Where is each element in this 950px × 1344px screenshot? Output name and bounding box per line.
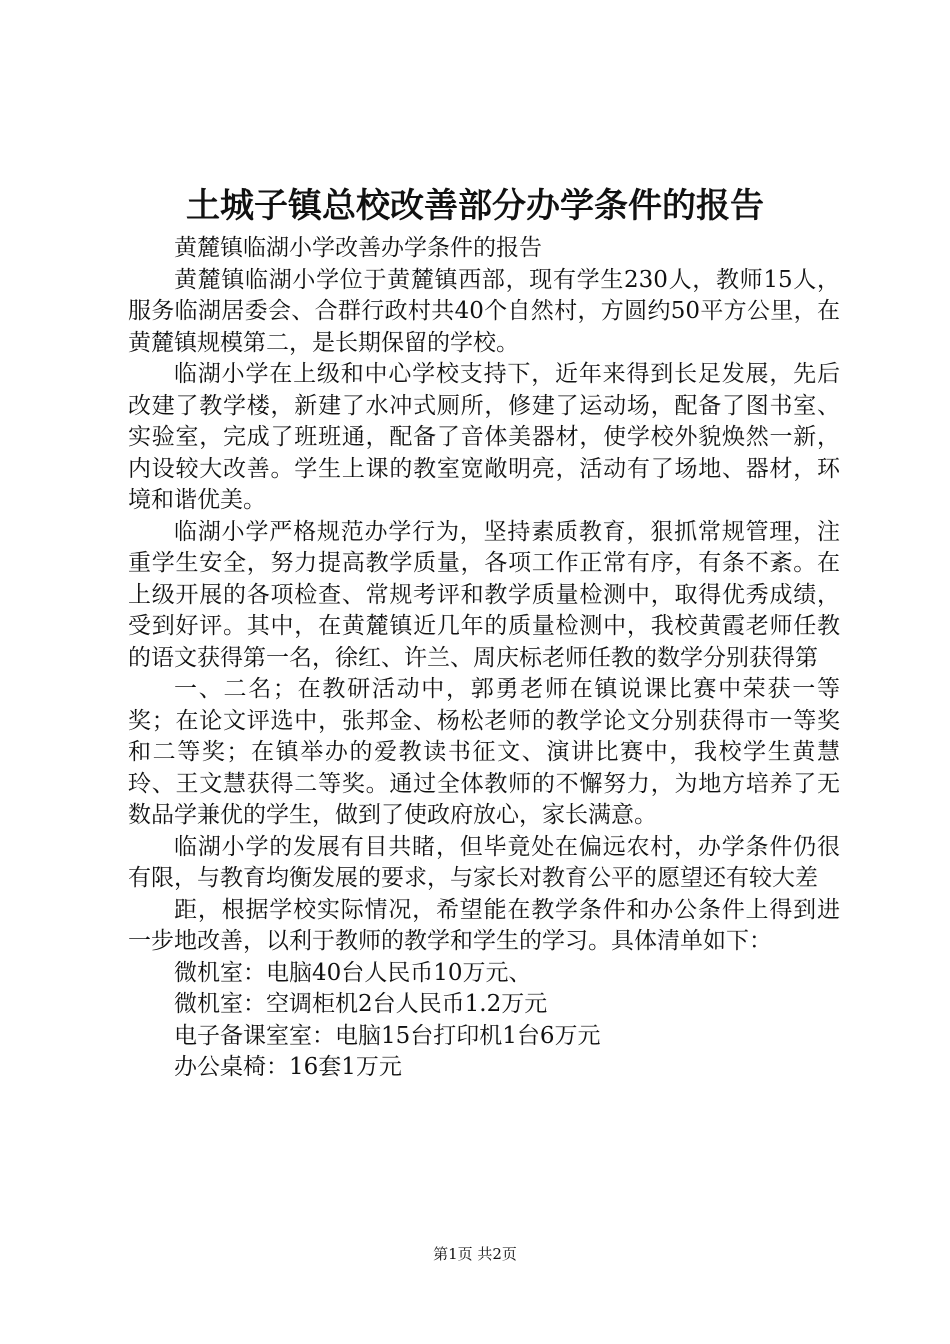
page-number: 第1页 共2页 bbox=[433, 1245, 517, 1263]
list-item: 微机室：电脑40台人民币10万元、 bbox=[174, 959, 532, 986]
paragraph-achievements: 一、二名；在教研活动中，郭勇老师在镇说课比赛中荣获一等奖；在论文评选中，张邦金、杨松老师的教学论文分别获得市一等奖和二等奖；在镇举办的爱教读书征文、演讲比赛中，我校学生黄慧玲、王文慧获得二等奖。通过全体教师的不懈努力，为地方培养了无数品学兼优的学生，做到了使政府放心，家长满意。 bbox=[128, 676, 840, 828]
document-body bbox=[128, 233, 840, 1084]
paragraph-limitations: 临湖小学的发展有目共睹，但毕竟处在偏远农村，办学条件仍很有限，与教育均衡发展的要求，与家长对教育公平的愿望还有较大差 bbox=[128, 833, 840, 891]
document-title: 土城子镇总校改善部分办学条件的报告 bbox=[186, 186, 764, 226]
paragraph-management: 临湖小学严格规范办学行为，坚持素质教育，狠抓常规管理，注重学生安全，努力提高教学质量，各项工作正常有序，有条不紊。在上级开展的各项检查、常规考评和教学质量检测中，取得优秀成绩，受到好评。其中，在黄麓镇近几年的质量检测中，我校黄霞老师任教的语文获得第一名，徐红、许兰、周庆标老师任教的数学分别获得第 bbox=[128, 518, 840, 671]
list-item: 电子备课室室：电脑15台打印机1台6万元 bbox=[174, 1022, 601, 1049]
paragraph-development: 临湖小学在上级和中心学校支持下，近年来得到长足发展，先后改建了教学楼，新建了水冲式厕所，修建了运动场，配备了图书室、实验室，完成了班班通，配备了音体美器材，使学校外貌焕然一新，内设较大改善。学生上课的教室宽敞明亮，活动有了场地、器材，环境和谐优美。 bbox=[128, 361, 840, 513]
paragraph-school-overview: 黄麓镇临湖小学位于黄麓镇西部，现有学生230人，教师15人，服务临湖居委会、合群行政村共40个自然村，方圆约50平方公里，在黄麓镇规模第二，是长期保留的学校。 bbox=[128, 266, 840, 356]
paragraph-subtitle: 黄麓镇临湖小学改善办学条件的报告 bbox=[174, 235, 542, 261]
list-item: 办公桌椅：16套1万元 bbox=[174, 1054, 402, 1080]
list-item: 微机室：空调柜机2台人民币1.2万元 bbox=[174, 991, 548, 1017]
paragraph-request: 距，根据学校实际情况，希望能在教学条件和办公条件上得到进一步地改善，以利于教师的教学和学生的学习。具体清单如下： bbox=[128, 896, 840, 954]
